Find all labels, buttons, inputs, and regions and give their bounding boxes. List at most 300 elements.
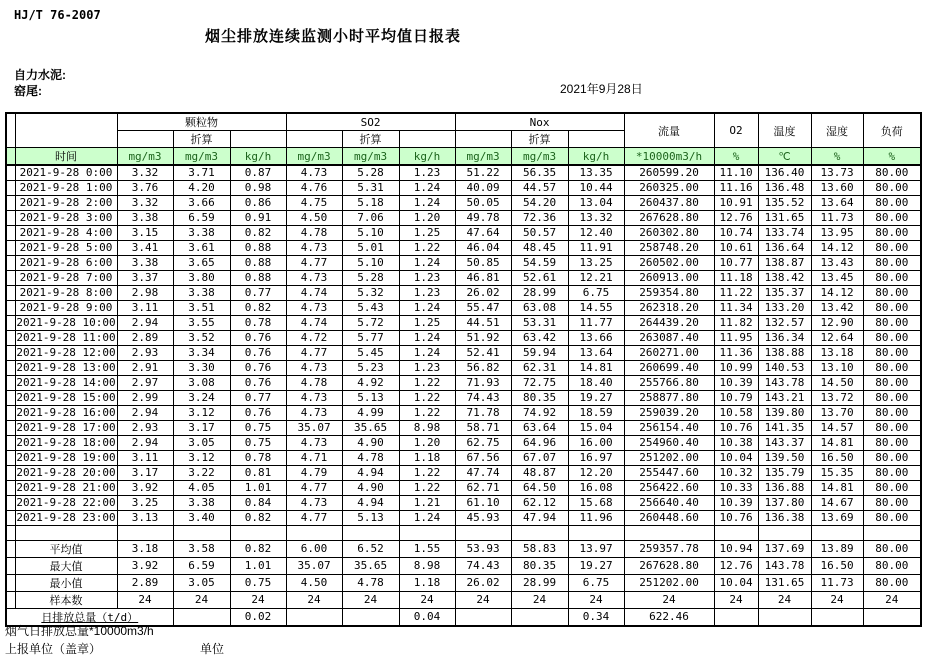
row-spacer [6, 405, 15, 420]
value-cell: 54.59 [511, 255, 568, 270]
value-cell: 58.71 [455, 420, 511, 435]
value-cell [286, 608, 342, 626]
value-cell: 24 [863, 591, 921, 608]
table-row [6, 195, 921, 210]
nox-converted-label: 折算 [511, 131, 568, 148]
value-cell: 47.74 [455, 465, 511, 480]
row-time [15, 525, 117, 540]
value-cell: 14.57 [811, 420, 863, 435]
value-cell: 0.82 [230, 300, 286, 315]
value-cell: 136.40 [758, 165, 811, 180]
value-cell: 258748.20 [624, 240, 714, 255]
value-cell: 258877.80 [624, 390, 714, 405]
value-cell: 255447.60 [624, 465, 714, 480]
value-cell: 50.57 [511, 225, 568, 240]
value-cell: 3.08 [173, 375, 230, 390]
value-cell: 5.45 [342, 345, 399, 360]
value-cell: 4.78 [342, 450, 399, 465]
value-cell: 1.22 [399, 375, 455, 390]
unit-cell: mg/m3 [173, 148, 230, 166]
value-cell: 132.57 [758, 315, 811, 330]
value-cell: 4.73 [286, 435, 342, 450]
value-cell: 133.20 [758, 300, 811, 315]
value-cell: 4.74 [286, 285, 342, 300]
value-cell: 3.13 [117, 510, 173, 525]
value-cell: 56.35 [511, 165, 568, 180]
row-time: 2021-9-28 11:00 [16, 331, 116, 344]
value-cell [342, 525, 399, 540]
value-cell: 3.55 [173, 315, 230, 330]
value-cell: 71.93 [455, 375, 511, 390]
group-flow: 流量 [624, 113, 714, 148]
row-time: 2021-9-28 12:00 [16, 346, 116, 359]
value-cell: 10.44 [568, 180, 624, 195]
table-row [6, 390, 921, 405]
value-cell: 24 [173, 591, 230, 608]
value-cell: 5.13 [342, 390, 399, 405]
value-cell: 260302.80 [624, 225, 714, 240]
row-spacer [6, 240, 15, 255]
value-cell: 137.69 [758, 540, 811, 557]
value-cell: 80.00 [863, 270, 921, 285]
value-cell: 0.76 [230, 360, 286, 375]
table-row [6, 255, 921, 270]
value-cell: 4.73 [286, 270, 342, 285]
value-cell: 14.81 [811, 480, 863, 495]
value-cell: 5.10 [342, 255, 399, 270]
row-spacer [6, 591, 15, 608]
value-cell: 1.23 [399, 165, 455, 180]
value-cell: 1.20 [399, 435, 455, 450]
value-cell [811, 608, 863, 626]
value-cell: 12.40 [568, 225, 624, 240]
value-cell: 3.30 [173, 360, 230, 375]
value-cell: 4.76 [286, 180, 342, 195]
value-cell: 10.58 [714, 405, 758, 420]
value-cell: 1.22 [399, 480, 455, 495]
value-cell: 58.83 [511, 540, 568, 557]
value-cell: 12.76 [714, 557, 758, 574]
value-cell [714, 525, 758, 540]
value-cell: 3.71 [173, 165, 230, 180]
value-cell: 4.73 [286, 240, 342, 255]
value-cell: 10.39 [714, 375, 758, 390]
row-time: 2021-9-28 4:00 [15, 225, 117, 240]
value-cell: 3.66 [173, 195, 230, 210]
value-cell: 72.75 [511, 375, 568, 390]
unit-cell: kg/h [568, 148, 624, 166]
summary-row [6, 574, 921, 591]
value-cell: 80.00 [863, 420, 921, 435]
value-cell: 10.74 [714, 225, 758, 240]
value-cell: 1.22 [399, 405, 455, 420]
value-cell: 52.41 [455, 345, 511, 360]
value-cell: 80.35 [511, 557, 568, 574]
value-cell: 24 [399, 591, 455, 608]
unit-cell: mg/m3 [117, 148, 173, 166]
table-row [6, 420, 921, 435]
table-row [6, 435, 921, 450]
value-cell: 0.88 [230, 240, 286, 255]
pm-converted-label: 折算 [173, 131, 230, 148]
value-cell: 16.97 [568, 450, 624, 465]
value-cell: 2.94 [117, 315, 173, 330]
row-spacer [6, 495, 15, 510]
sub-empty [455, 131, 511, 148]
value-cell: 3.17 [117, 465, 173, 480]
row-time: 2021-9-28 5:00 [15, 240, 117, 255]
value-cell: 10.76 [714, 510, 758, 525]
value-cell: 5.13 [342, 510, 399, 525]
value-cell: 35.07 [286, 557, 342, 574]
value-cell: 80.00 [863, 240, 921, 255]
value-cell: 6.00 [286, 540, 342, 557]
value-cell: 143.21 [758, 390, 811, 405]
value-cell: 10.77 [714, 255, 758, 270]
value-cell: 5.43 [342, 300, 399, 315]
value-cell: 10.79 [714, 390, 758, 405]
value-cell: 3.92 [117, 480, 173, 495]
value-cell: 13.42 [811, 300, 863, 315]
group-nox: Nox [455, 113, 624, 131]
value-cell: 1.23 [399, 360, 455, 375]
value-cell: 5.28 [342, 270, 399, 285]
value-cell: 141.35 [758, 420, 811, 435]
value-cell: 260699.40 [624, 360, 714, 375]
value-cell: 13.64 [811, 195, 863, 210]
value-cell: 10.94 [714, 540, 758, 557]
value-cell: 11.77 [568, 315, 624, 330]
value-cell: 3.32 [117, 195, 173, 210]
group-temp: 温度 [758, 113, 811, 148]
value-cell: 13.66 [568, 330, 624, 345]
corner-spacer [6, 113, 15, 148]
value-cell: 13.25 [568, 255, 624, 270]
so2-converted-label: 折算 [342, 131, 399, 148]
value-cell: 0.76 [230, 345, 286, 360]
value-cell: 3.38 [117, 255, 173, 270]
row-time: 2021-9-28 6:00 [15, 255, 117, 270]
value-cell: 5.10 [342, 225, 399, 240]
value-cell: 80.00 [863, 540, 921, 557]
row-time: 2021-9-28 0:00 [15, 165, 117, 180]
table-row [6, 360, 921, 375]
value-cell: 80.00 [863, 574, 921, 591]
value-cell: 80.00 [863, 300, 921, 315]
value-cell: 80.00 [863, 180, 921, 195]
value-cell: 13.10 [811, 360, 863, 375]
value-cell: 136.38 [758, 510, 811, 525]
row-spacer [6, 540, 15, 557]
table-row [6, 180, 921, 195]
value-cell: 13.97 [568, 540, 624, 557]
value-cell: 138.88 [758, 345, 811, 360]
sub-empty [230, 131, 286, 148]
time-header-spacer [15, 113, 117, 148]
value-cell: 62.75 [455, 435, 511, 450]
value-cell: 0.75 [230, 574, 286, 591]
value-cell: 6.75 [568, 574, 624, 591]
value-cell: 13.35 [568, 165, 624, 180]
value-cell: 12.76 [714, 210, 758, 225]
value-cell: 67.56 [455, 450, 511, 465]
value-cell: 5.18 [342, 195, 399, 210]
value-cell: 2.99 [117, 390, 173, 405]
group-humidity: 湿度 [811, 113, 863, 148]
row-time: 2021-9-28 23:00 [16, 511, 116, 524]
value-cell: 63.42 [511, 330, 568, 345]
value-cell: 10.39 [714, 495, 758, 510]
value-cell: 3.76 [117, 180, 173, 195]
value-cell: 0.02 [230, 608, 286, 626]
value-cell [863, 525, 921, 540]
table-row [6, 375, 921, 390]
value-cell: 18.40 [568, 375, 624, 390]
value-cell: 2.97 [117, 375, 173, 390]
value-cell: 12.20 [568, 465, 624, 480]
row-time: 2021-9-28 1:00 [15, 180, 117, 195]
value-cell: 0.34 [568, 608, 624, 626]
value-cell: 35.07 [286, 420, 342, 435]
value-cell: 24 [568, 591, 624, 608]
value-cell: 46.04 [455, 240, 511, 255]
value-cell [714, 608, 758, 626]
value-cell: 50.05 [455, 195, 511, 210]
row-time: 2021-9-28 22:00 [16, 496, 116, 509]
value-cell: 1.24 [399, 345, 455, 360]
unit-label: 单位 [200, 642, 225, 656]
value-cell: 62.71 [455, 480, 511, 495]
value-cell: 67.07 [511, 450, 568, 465]
group-pm: 颗粒物 [117, 113, 286, 131]
value-cell: 133.74 [758, 225, 811, 240]
table-row [6, 510, 921, 525]
value-cell [286, 525, 342, 540]
value-cell: 8.98 [399, 420, 455, 435]
row-time: 2021-9-28 8:00 [15, 285, 117, 300]
value-cell: 14.67 [811, 495, 863, 510]
value-cell: 16.50 [811, 557, 863, 574]
value-cell [758, 525, 811, 540]
value-cell: 35.65 [342, 557, 399, 574]
value-cell: 4.71 [286, 450, 342, 465]
value-cell: 11.73 [811, 210, 863, 225]
row-spacer [6, 330, 15, 345]
report-date: 2021年9月28日 [560, 82, 643, 96]
row-time: 2021-9-28 14:00 [16, 376, 116, 389]
value-cell [568, 525, 624, 540]
value-cell: 3.80 [173, 270, 230, 285]
row-spacer [6, 557, 15, 574]
value-cell: 5.23 [342, 360, 399, 375]
value-cell: 4.50 [286, 210, 342, 225]
value-cell: 135.37 [758, 285, 811, 300]
value-cell: 4.94 [342, 495, 399, 510]
value-cell: 80.00 [863, 285, 921, 300]
group-o2: O2 [714, 113, 758, 148]
value-cell: 4.94 [342, 465, 399, 480]
summary-label: 最小值 [15, 574, 117, 591]
value-cell: 136.64 [758, 240, 811, 255]
value-cell: 1.24 [399, 300, 455, 315]
value-cell: 5.31 [342, 180, 399, 195]
value-cell: 5.01 [342, 240, 399, 255]
value-cell: 259039.20 [624, 405, 714, 420]
value-cell: 2.98 [117, 285, 173, 300]
value-cell: 4.20 [173, 180, 230, 195]
value-cell: 14.12 [811, 285, 863, 300]
row-time: 2021-9-28 19:00 [16, 451, 116, 464]
report-unit-label: 上报单位（盖章） [5, 642, 102, 656]
value-cell: 256422.60 [624, 480, 714, 495]
sub-empty [117, 131, 173, 148]
value-cell: 59.94 [511, 345, 568, 360]
value-cell: 24 [624, 591, 714, 608]
value-cell: 62.31 [511, 360, 568, 375]
value-cell: 1.21 [399, 495, 455, 510]
value-cell: 5.32 [342, 285, 399, 300]
value-cell: 260271.00 [624, 345, 714, 360]
value-cell: 11.82 [714, 315, 758, 330]
value-cell: 8.98 [399, 557, 455, 574]
row-spacer [6, 300, 15, 315]
value-cell: 1.55 [399, 540, 455, 557]
row-spacer [6, 225, 15, 240]
value-cell: 3.05 [173, 435, 230, 450]
unit-cell: % [714, 148, 758, 166]
daily-total-label: 日排放总量（t/d） [6, 608, 173, 626]
group-load: 负荷 [863, 113, 921, 148]
value-cell: 24 [342, 591, 399, 608]
value-cell: 3.65 [173, 255, 230, 270]
value-cell: 80.00 [863, 450, 921, 465]
value-cell: 16.50 [811, 450, 863, 465]
row-spacer [6, 510, 15, 525]
row-spacer [6, 315, 15, 330]
value-cell: 1.25 [399, 315, 455, 330]
value-cell: 47.64 [455, 225, 511, 240]
value-cell: 1.18 [399, 574, 455, 591]
value-cell: 3.12 [173, 450, 230, 465]
row-spacer [6, 420, 15, 435]
value-cell: 80.00 [863, 465, 921, 480]
value-cell: 3.22 [173, 465, 230, 480]
value-cell: 0.88 [230, 270, 286, 285]
value-cell: 11.91 [568, 240, 624, 255]
value-cell: 11.18 [714, 270, 758, 285]
value-cell: 50.85 [455, 255, 511, 270]
value-cell: 3.51 [173, 300, 230, 315]
value-cell: 51.92 [455, 330, 511, 345]
value-cell: 3.05 [173, 574, 230, 591]
table-row [6, 495, 921, 510]
value-cell: 80.00 [863, 480, 921, 495]
value-cell: 16.08 [568, 480, 624, 495]
value-cell: 260913.00 [624, 270, 714, 285]
value-cell: 4.79 [286, 465, 342, 480]
value-cell: 80.00 [863, 390, 921, 405]
value-cell: 12.64 [811, 330, 863, 345]
value-cell: 4.73 [286, 165, 342, 180]
value-cell: 15.68 [568, 495, 624, 510]
value-cell: 3.40 [173, 510, 230, 525]
value-cell [173, 608, 230, 626]
table-row [6, 240, 921, 255]
value-cell: 0.76 [230, 375, 286, 390]
value-cell: 1.24 [399, 180, 455, 195]
value-cell: 4.74 [286, 315, 342, 330]
unit-cell: mg/m3 [342, 148, 399, 166]
value-cell: 74.43 [455, 557, 511, 574]
value-cell: 56.82 [455, 360, 511, 375]
value-cell: 4.92 [342, 375, 399, 390]
summary-row [6, 557, 921, 574]
value-cell: 1.25 [399, 225, 455, 240]
value-cell: 3.38 [117, 210, 173, 225]
value-cell: 4.77 [286, 510, 342, 525]
value-cell: 10.33 [714, 480, 758, 495]
value-cell: 2.94 [117, 405, 173, 420]
value-cell: 260448.60 [624, 510, 714, 525]
value-cell: 256640.40 [624, 495, 714, 510]
value-cell: 80.00 [863, 375, 921, 390]
value-cell: 4.77 [286, 255, 342, 270]
value-cell: 136.48 [758, 180, 811, 195]
value-cell: 3.38 [173, 495, 230, 510]
standard-code: HJ/T 76-2007 [14, 8, 101, 22]
value-cell: 13.45 [811, 270, 863, 285]
value-cell: 2.93 [117, 345, 173, 360]
value-cell: 80.00 [863, 330, 921, 345]
unit-cell: % [863, 148, 921, 166]
value-cell: 1.23 [399, 285, 455, 300]
value-cell: 80.35 [511, 390, 568, 405]
summary-label: 样本数 [15, 591, 117, 608]
row-time: 2021-9-28 18:00 [16, 436, 116, 449]
row-spacer [6, 360, 15, 375]
value-cell: 139.80 [758, 405, 811, 420]
value-cell: 3.32 [117, 165, 173, 180]
value-cell: 262318.20 [624, 300, 714, 315]
sub-empty [568, 131, 624, 148]
table-row [6, 405, 921, 420]
value-cell: 259354.80 [624, 285, 714, 300]
row-spacer [6, 180, 15, 195]
table-row [6, 300, 921, 315]
value-cell: 14.81 [568, 360, 624, 375]
value-cell: 24 [511, 591, 568, 608]
value-cell [455, 525, 511, 540]
summary-row [6, 540, 921, 557]
row-time: 2021-9-28 10:00 [16, 316, 116, 329]
value-cell: 12.90 [811, 315, 863, 330]
value-cell: 1.01 [230, 557, 286, 574]
value-cell: 13.18 [811, 345, 863, 360]
row-time: 2021-9-28 13:00 [16, 361, 116, 374]
value-cell [117, 525, 173, 540]
value-cell: 267628.80 [624, 210, 714, 225]
value-cell: 0.82 [230, 510, 286, 525]
value-cell: 11.22 [714, 285, 758, 300]
table-row [6, 165, 921, 180]
row-spacer [6, 450, 15, 465]
value-cell: 143.78 [758, 557, 811, 574]
value-cell [811, 525, 863, 540]
row-spacer [6, 465, 15, 480]
value-cell: 3.41 [117, 240, 173, 255]
value-cell: 10.91 [714, 195, 758, 210]
value-cell: 0.84 [230, 495, 286, 510]
